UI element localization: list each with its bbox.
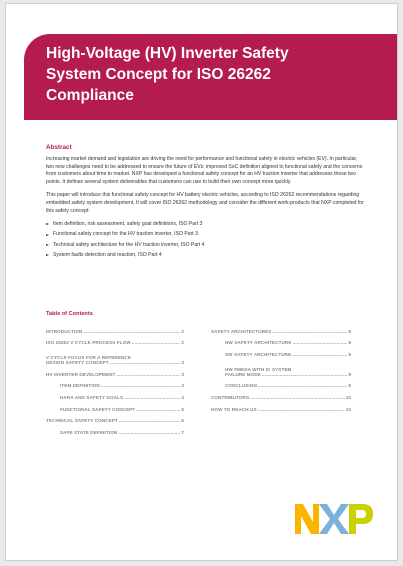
abstract-paragraph-2: This paper will introduce this functional safety concept for HV battery electric vehicles, according to ISO 26262 recommendations regarding embedded safety system development. It will cover ISO 26262 methodology and consider the different work-products that NXP completed for this safety concept:	[46, 192, 364, 214]
toc-entry-iso-26262-v-cycle[interactable]	[46, 334, 184, 346]
bullet-text: Technical safety architecture for the HV traction inverter, ISO Part 4	[53, 241, 205, 248]
bullet-item	[46, 221, 366, 229]
toc-right-column	[211, 322, 351, 412]
toc-entry-title: ITEM DEFINITION	[60, 383, 100, 389]
toc-leader-dots	[101, 383, 181, 388]
toc-entry-title: ISO 26262 V CYCLE PROCESS FLOW	[46, 340, 131, 346]
toc-entry-page: 8	[348, 340, 351, 346]
toc-leader-dots	[110, 360, 181, 365]
toc-entry-page: 9	[348, 371, 351, 377]
toc-entry-hara-and-safety-goals[interactable]	[46, 388, 184, 400]
bullet-triangle-icon	[46, 254, 49, 256]
toc-leader-dots	[83, 329, 180, 334]
toc-leader-dots	[136, 407, 180, 412]
toc-leader-dots	[272, 329, 347, 334]
bullet-triangle-icon	[46, 223, 49, 225]
toc-entry-v-cycle-focus[interactable]	[46, 345, 184, 365]
toc-entry-page: 5	[181, 406, 184, 412]
toc-entry-title: CONCLUSION	[225, 383, 257, 389]
toc-entry-hw-fmeda[interactable]	[211, 357, 351, 377]
toc-entry-page: 8	[348, 328, 351, 334]
toc-entry-title-line2: FAILURE MODE	[225, 371, 261, 377]
document-page	[5, 3, 398, 561]
toc-leader-dots	[132, 340, 181, 345]
toc-leader-dots	[262, 372, 347, 377]
abstract-bullet-list	[46, 221, 366, 259]
title-line-1: High-Voltage (HV) Inverter Safety	[46, 45, 289, 62]
toc-entry-page: 10	[345, 394, 351, 400]
toc-entry-page: 3	[181, 371, 184, 377]
toc-entry-hw-safety-architecture[interactable]	[211, 334, 351, 346]
toc-entry-sw-safety-architecture[interactable]	[211, 345, 351, 357]
toc-entry-title: FUNCTIONAL SAFETY CONCEPT	[60, 406, 136, 412]
bullet-item	[46, 231, 366, 239]
title-banner	[24, 34, 398, 120]
toc-entry-title: SAFETY ARCHITECTURES	[211, 328, 272, 334]
toc-entry-title: HARA AND SAFETY GOALS	[60, 394, 124, 400]
abstract-section	[46, 144, 366, 262]
toc-entry-page: 3	[181, 360, 184, 366]
title-line-3: Compliance	[46, 87, 134, 104]
toc-leader-dots	[118, 430, 180, 435]
toc-entry-page: 9	[348, 351, 351, 357]
toc-entry-title: HW FMEDA WITH IC SYSTEM	[225, 366, 292, 372]
nxp-logo-icon	[293, 500, 375, 536]
toc-left-column	[46, 322, 184, 435]
toc-heading: Table of Contents	[46, 311, 93, 317]
toc-entry-page: 3	[181, 383, 184, 389]
toc-entry-technical-safety-concept[interactable]	[46, 412, 184, 424]
bullet-triangle-icon	[46, 234, 49, 236]
bullet-item	[46, 252, 366, 260]
toc-entry-page: 10	[345, 406, 351, 412]
toc-entry-title: SAFE STATE DEFINITION	[60, 429, 118, 435]
toc-leader-dots	[258, 383, 347, 388]
toc-leader-dots	[119, 418, 180, 423]
toc-entry-title: INTRODUCTION	[46, 328, 83, 334]
toc-entry-page: 2	[181, 340, 184, 346]
toc-entry-title: HOW TO REACH US:	[211, 406, 259, 412]
bullet-text: System faults detection and reaction, ISO Part 4	[53, 251, 162, 258]
bullet-text: Item definition, risk assessment, safety goal definitions, ISO Part 3	[53, 221, 203, 228]
toc-entry-page: 9	[348, 383, 351, 389]
toc-entry-conclusion[interactable]	[211, 377, 351, 389]
toc-entry-title: SW SAFETY ARCHITECTURE	[225, 351, 292, 357]
toc-entry-contributors[interactable]	[211, 388, 351, 400]
toc-entry-page: 4	[181, 394, 184, 400]
toc-leader-dots	[250, 395, 345, 400]
toc-entry-title: HV INVERTER DEVELOPMENT	[46, 371, 116, 377]
toc-entry-page: 7	[181, 429, 184, 435]
toc-entry-how-to-reach-us[interactable]	[211, 400, 351, 412]
abstract-heading: Abstract	[46, 144, 72, 151]
toc-leader-dots	[124, 395, 180, 400]
toc-leader-dots	[293, 340, 348, 345]
bullet-text: Functional safety concept for the HV traction inverter, ISO Part 3	[53, 231, 198, 238]
title-line-2: System Concept for ISO 26262	[46, 66, 271, 83]
document-title	[46, 43, 376, 106]
toc-entry-title: TECHNICAL SAFETY CONCEPT	[46, 418, 118, 424]
toc-entry-title: HW SAFETY ARCHITECTURE	[225, 340, 292, 346]
toc-leader-dots	[292, 352, 347, 357]
toc-entry-title-line2: DESIGN SAFETY CONCEPT	[46, 360, 109, 366]
toc-entry-page: 2	[181, 328, 184, 334]
toc-leader-dots	[259, 407, 344, 412]
toc-entry-safe-state-definition[interactable]	[46, 423, 184, 435]
toc-entry-title: V CYCLE FOCUS FOR A REFERENCE	[46, 355, 131, 361]
toc-entry-item-definition[interactable]	[46, 377, 184, 389]
toc-entry-functional-safety-concept[interactable]	[46, 400, 184, 412]
bullet-item	[46, 242, 366, 250]
toc-leader-dots	[116, 372, 180, 377]
abstract-paragraph-1: Increasing market demand and legislation are driving the need for performance and functional safety in electric vehicles (EV). In particular, two new challenges need to be addressed to ensure the future of EVs: improved SoC definition aligned to functional safety and the concerns from customers about time to market. NXP has developed a functional safety concept for an HV traction inverter that addresses these two points. It defines several system deliverables that customers can use to build their own concept more quickly.	[46, 156, 363, 185]
toc-entry-hv-inverter-development[interactable]	[46, 365, 184, 377]
toc-entry-page: 6	[181, 418, 184, 424]
toc-entry-introduction[interactable]	[46, 322, 184, 334]
toc-entry-title: CONTRIBUTORS	[211, 394, 250, 400]
toc-entry-safety-architectures[interactable]	[211, 322, 351, 334]
bullet-triangle-icon	[46, 244, 49, 246]
